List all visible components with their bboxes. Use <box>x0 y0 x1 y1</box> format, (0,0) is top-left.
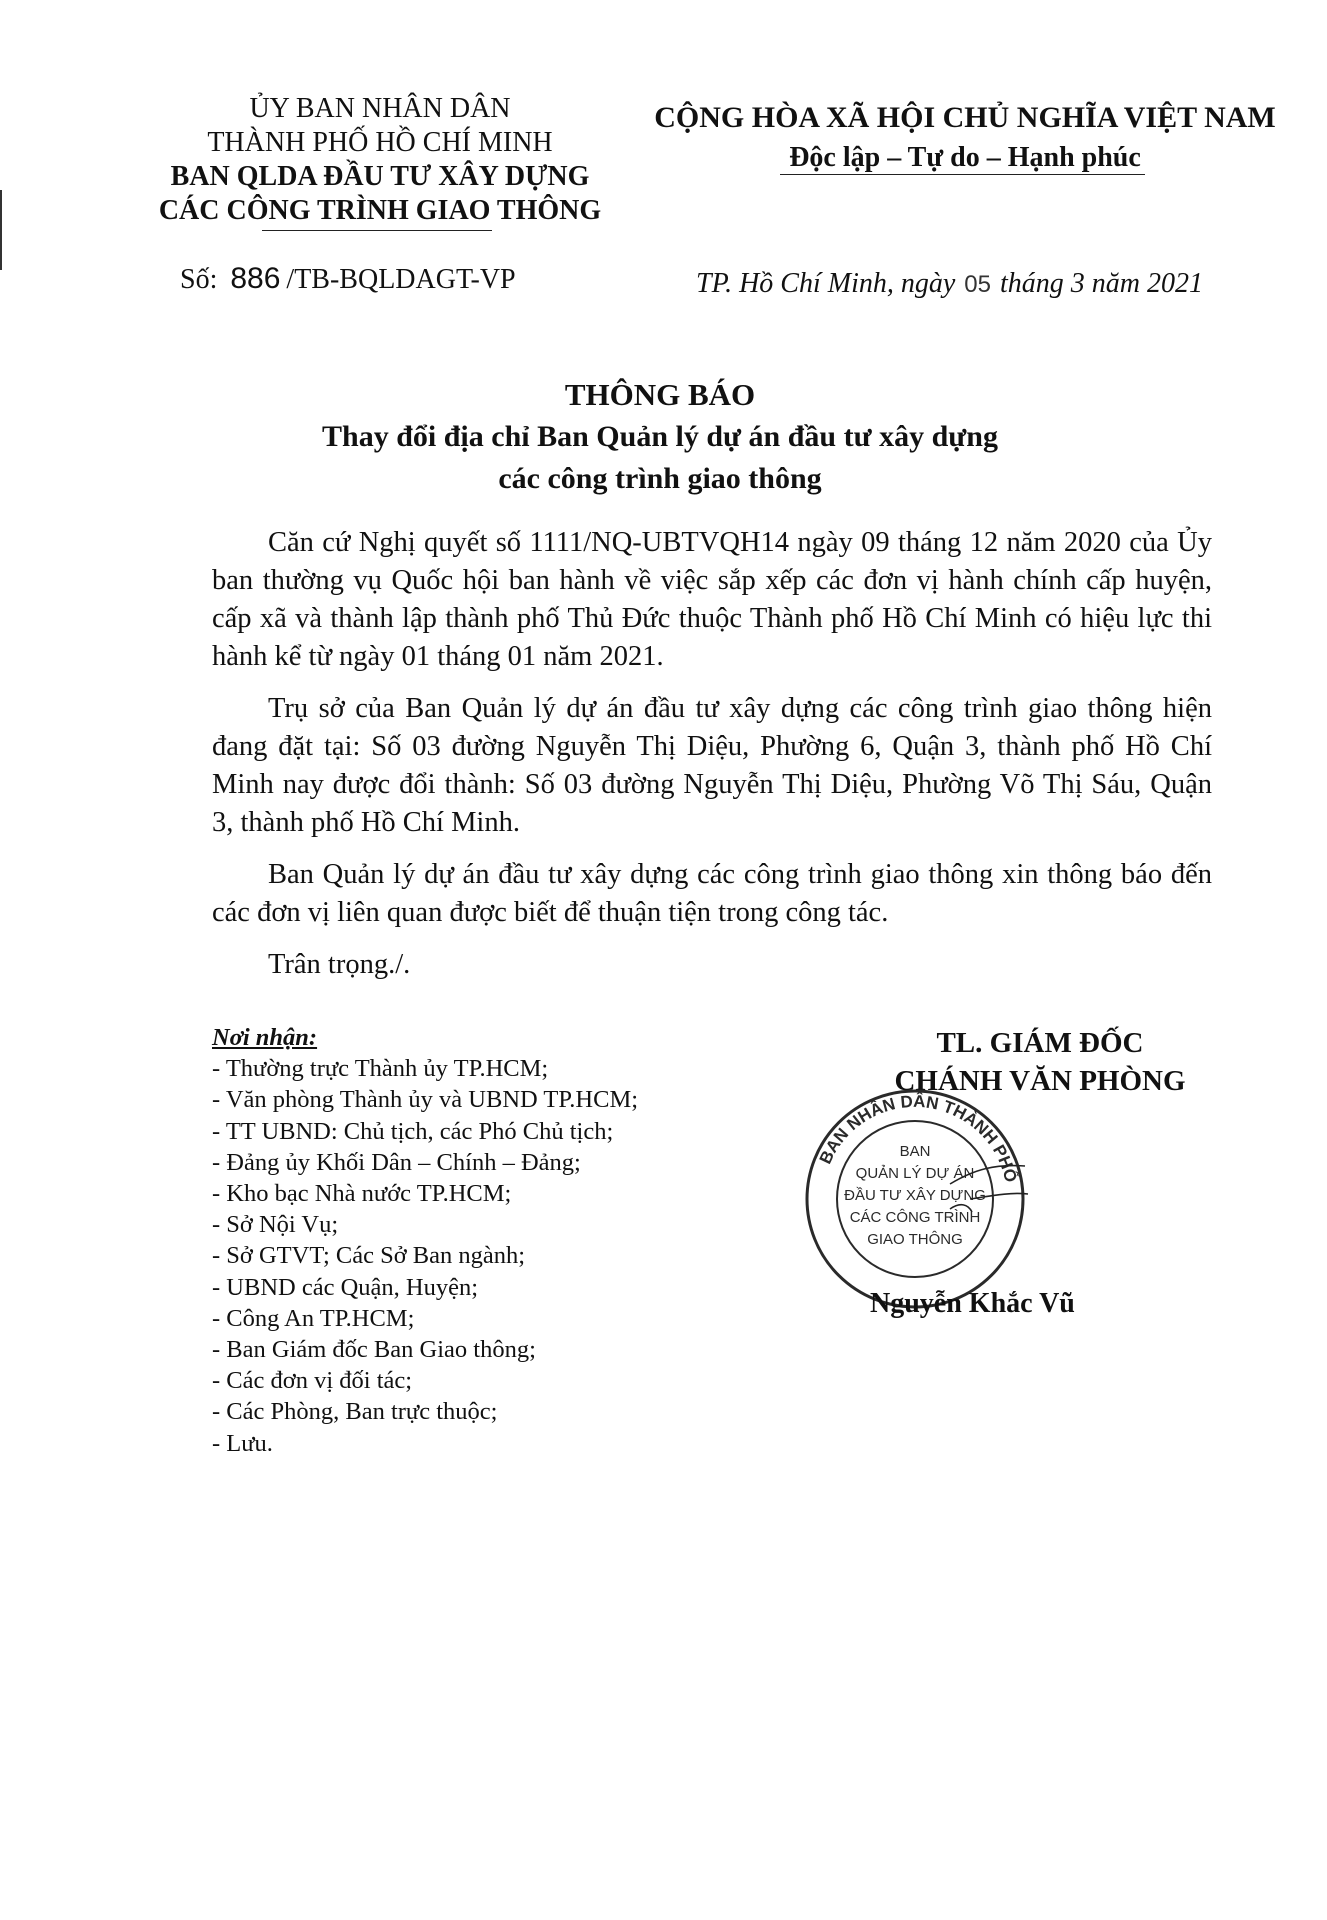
official-stamp <box>800 1084 1030 1314</box>
list-item: - Ban Giám đốc Ban Giao thông; <box>212 1336 536 1364</box>
document-title <box>300 374 1020 500</box>
stamp-line-5: GIAO THÔNG <box>867 1231 963 1248</box>
scan-edge-mark <box>0 190 2 270</box>
signature-title-1: TL. GIÁM ĐỐC <box>936 1027 1144 1059</box>
motto-line-1: CỘNG HÒA XÃ HỘI CHỦ NGHĨA VIỆT NAM <box>654 101 1276 134</box>
list-item: - Sở GTVT; Các Sở Ban ngành; <box>212 1242 526 1270</box>
body-paragraph-3: Ban Quản lý dự án đầu tư xây dựng các công trình giao thông xin thông báo đến các đơn vị liên quan được biết để thuận tiện trong công tác. <box>212 859 1212 928</box>
title-sub-1: Thay đổi địa chỉ Ban Quản lý dự án đầu tư xây dựng <box>322 420 998 453</box>
stamp-line-3: ĐẦU TƯ XÂY DỰNG <box>844 1187 986 1204</box>
recipients-heading: Nơi nhận: <box>212 1024 318 1051</box>
date-day: 05 <box>964 271 991 298</box>
motto-underline <box>780 174 1145 175</box>
stamp-line-4: CÁC CÔNG TRÌNH <box>849 1209 981 1226</box>
document-body <box>212 524 1212 998</box>
list-item: - Đảng ủy Khối Dân – Chính – Đảng; <box>212 1148 581 1176</box>
list-item: - TT UBND: Chủ tịch, các Phó Chủ tịch; <box>212 1117 614 1145</box>
document-number-label: Số: <box>180 264 218 295</box>
authority-line-1: ỦY BAN NHÂN DÂN <box>249 93 511 124</box>
motto-line-2: Độc lập – Tự do – Hạnh phúc <box>789 142 1141 173</box>
authority-underline <box>262 230 492 231</box>
recipients-list <box>212 1053 772 1459</box>
title-main: THÔNG BÁO <box>564 377 756 412</box>
list-item: - Lưu. <box>212 1429 273 1457</box>
title-sub-2: các công trình giao thông <box>498 462 822 495</box>
list-item: - Các đơn vị đối tác; <box>212 1367 413 1395</box>
body-closing: Trân trọng./. <box>268 949 411 980</box>
stamp-line-2: QUẢN LÝ DỰ ÁN <box>855 1165 975 1182</box>
national-motto <box>640 98 1290 178</box>
signer-name: Nguyễn Khắc Vũ <box>870 1288 1075 1319</box>
authority-line-2: THÀNH PHỐ HỒ CHÍ MINH <box>207 127 553 158</box>
stamp-ring-text: BAN NHÂN DÂN THÀNH PHỐ <box>815 1091 1021 1185</box>
signature-title-2: CHÁNH VĂN PHÒNG <box>894 1065 1186 1097</box>
date-prefix: TP. Hồ Chí Minh, ngày <box>696 268 956 299</box>
document-number-value: 886 <box>230 262 281 295</box>
list-item: - Văn phòng Thành ủy và UBND TP.HCM; <box>212 1086 639 1114</box>
issue-date <box>696 268 1203 300</box>
list-item: - UBND các Quận, Huyện; <box>212 1273 479 1301</box>
document-number <box>180 262 516 296</box>
list-item: - Thường trực Thành ủy TP.HCM; <box>212 1055 549 1083</box>
body-paragraph-2: Trụ sở của Ban Quản lý dự án đầu tư xây dựng các công trình giao thông hiện đang đặt tại: Số 03 đường Nguyễn Thị Diệu, Phường 6, Quận 3, thành phố Hồ Chí Minh nay được đổi thành: Số 03 đường Nguyễn Thị Diệu, Phường Võ Thị Sáu, Quận 3, thành phố Hồ Chí Minh. <box>212 693 1212 838</box>
document-number-suffix: /TB-BQLDAGT-VP <box>286 264 516 295</box>
authority-line-4: CÁC CÔNG TRÌNH GIAO THÔNG <box>158 195 602 226</box>
issuing-authority <box>120 92 640 228</box>
list-item: - Kho bạc Nhà nước TP.HCM; <box>212 1180 512 1208</box>
stamp-line-1: BAN <box>899 1143 931 1160</box>
list-item: - Sở Nội Vụ; <box>212 1211 339 1239</box>
list-item: - Công An TP.HCM; <box>212 1304 415 1332</box>
authority-line-3: BAN QLDA ĐẦU TƯ XÂY DỰNG <box>170 161 590 192</box>
body-paragraph-1: Căn cứ Nghị quyết số 1111/NQ-UBTVQH14 ngày 09 tháng 12 năm 2020 của Ủy ban thường vụ Quốc hội ban hành về việc sắp xếp các đơn vị hành chính cấp huyện, cấp xã và thành lập thành phố Thủ Đức thuộc Thành phố Hồ Chí Minh có hiệu lực thi hành kể từ ngày 01 tháng 01 năm 2021. <box>212 527 1212 672</box>
recipients-block <box>212 1022 772 1459</box>
list-item: - Các Phòng, Ban trực thuộc; <box>212 1398 498 1426</box>
date-suffix: tháng 3 năm 2021 <box>999 268 1203 299</box>
